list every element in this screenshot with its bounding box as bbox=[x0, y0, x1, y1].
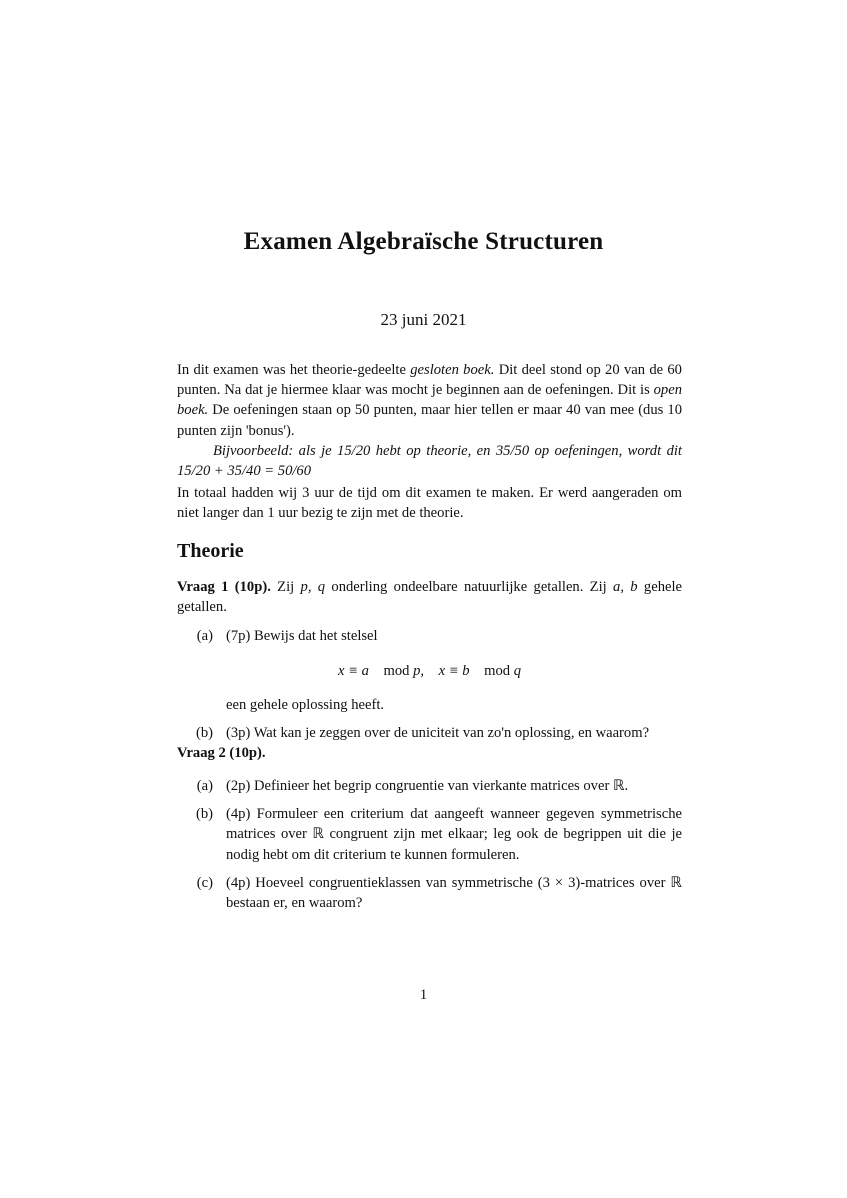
question-1b-text: (3p) Wat kan je zeggen over de uniciteit van zo'n oplossing, en waarom? bbox=[226, 725, 650, 742]
question-1a-after: een gehele oplossing heeft. bbox=[226, 696, 385, 713]
time-note-block bbox=[177, 483, 682, 523]
question-1b bbox=[177, 723, 682, 743]
question-1-intro bbox=[177, 577, 682, 617]
question-2b bbox=[177, 804, 682, 865]
item-label: (b) bbox=[195, 725, 213, 742]
intro-text-2: Dit deel stond op 20 van de 60 punten. Na dat je hiermee klaar was mocht je beginnen aan de oefeningen. Dit is bbox=[177, 362, 682, 399]
mod-var-1: p, bbox=[413, 662, 425, 679]
exam-date: 23 juni 2021 bbox=[380, 310, 467, 329]
item-label: (a) bbox=[196, 778, 213, 794]
mod-1: mod bbox=[383, 662, 410, 679]
question-2 bbox=[177, 770, 682, 913]
question-2-heading-block bbox=[177, 743, 682, 763]
question-2c-text: (4p) Hoeveel congruentieklassen van symmetrische (3 × 3)-matrices over ℝ bestaan er, en waarom? bbox=[226, 874, 682, 912]
intro-open-book: open boek. bbox=[177, 382, 682, 419]
q1-var-ab: a, b bbox=[613, 579, 638, 595]
question-2b-text: (4p) Formuleer een criterium dat aangeeft wanneer gegeven symmetrische matrices over ℝ congruent zijn met elkaar; leg ook de begrippen uit die je nodig hebt om dit criterium te kunnen formuleren. bbox=[226, 806, 682, 863]
question-2a-text: (2p) Definieer het begrip congruentie van vierkante matrices over ℝ. bbox=[226, 778, 629, 794]
mod-2: mod bbox=[484, 662, 511, 679]
page-number: 1 bbox=[419, 987, 428, 1003]
question-1 bbox=[177, 577, 682, 743]
q1-intro-text-2: onderling ondeelbare natuurlijke getallen. Zij bbox=[325, 579, 614, 595]
question-2-heading: Vraag 2 (10p). bbox=[177, 745, 266, 761]
page-title: Examen Algebraïsche Structuren bbox=[243, 228, 604, 255]
section-title-theorie: Theorie bbox=[177, 540, 244, 562]
item-label: (a) bbox=[196, 628, 213, 645]
eq-1: x ≡ a bbox=[337, 662, 369, 679]
question-1a bbox=[177, 626, 682, 715]
congruence-system bbox=[177, 661, 682, 681]
intro-block bbox=[177, 360, 682, 481]
mod-var-2: q bbox=[513, 662, 522, 679]
q1-var-pq: p, q bbox=[300, 579, 326, 595]
intro-paragraph bbox=[177, 360, 682, 441]
intro-text-1: In dit examen was het theorie-gedeelte bbox=[177, 362, 411, 378]
item-label: (b) bbox=[195, 806, 213, 823]
q1-intro-text-1: Zij bbox=[270, 579, 301, 595]
intro-example: Bijvoorbeeld: als je 15/20 hebt op theorie, en 35/50 op oefeningen, wordt dit 15/20 + 35/40 = 50/60 bbox=[177, 442, 682, 480]
time-note: In totaal hadden wij 3 uur de tijd om dit examen te maken. Er werd aangeraden om niet langer dan 1 uur bezig te zijn met de theorie. bbox=[177, 485, 682, 522]
question-2c bbox=[177, 873, 682, 913]
intro-text-3: De oefeningen staan op 50 punten, maar hier tellen er maar 40 van mee (dus 10 punten zijn 'bonus'). bbox=[177, 402, 682, 439]
question-1-heading: Vraag 1 (10p). bbox=[177, 579, 271, 595]
item-label: (c) bbox=[196, 874, 213, 891]
q1-intro-text-3: gehele getallen. bbox=[177, 579, 682, 616]
intro-closed-book: gesloten boek. bbox=[410, 362, 495, 378]
eq-2: x ≡ b bbox=[438, 662, 470, 679]
question-1a-text: (7p) Bewijs dat het stelsel bbox=[226, 628, 378, 645]
question-2a bbox=[177, 776, 682, 796]
